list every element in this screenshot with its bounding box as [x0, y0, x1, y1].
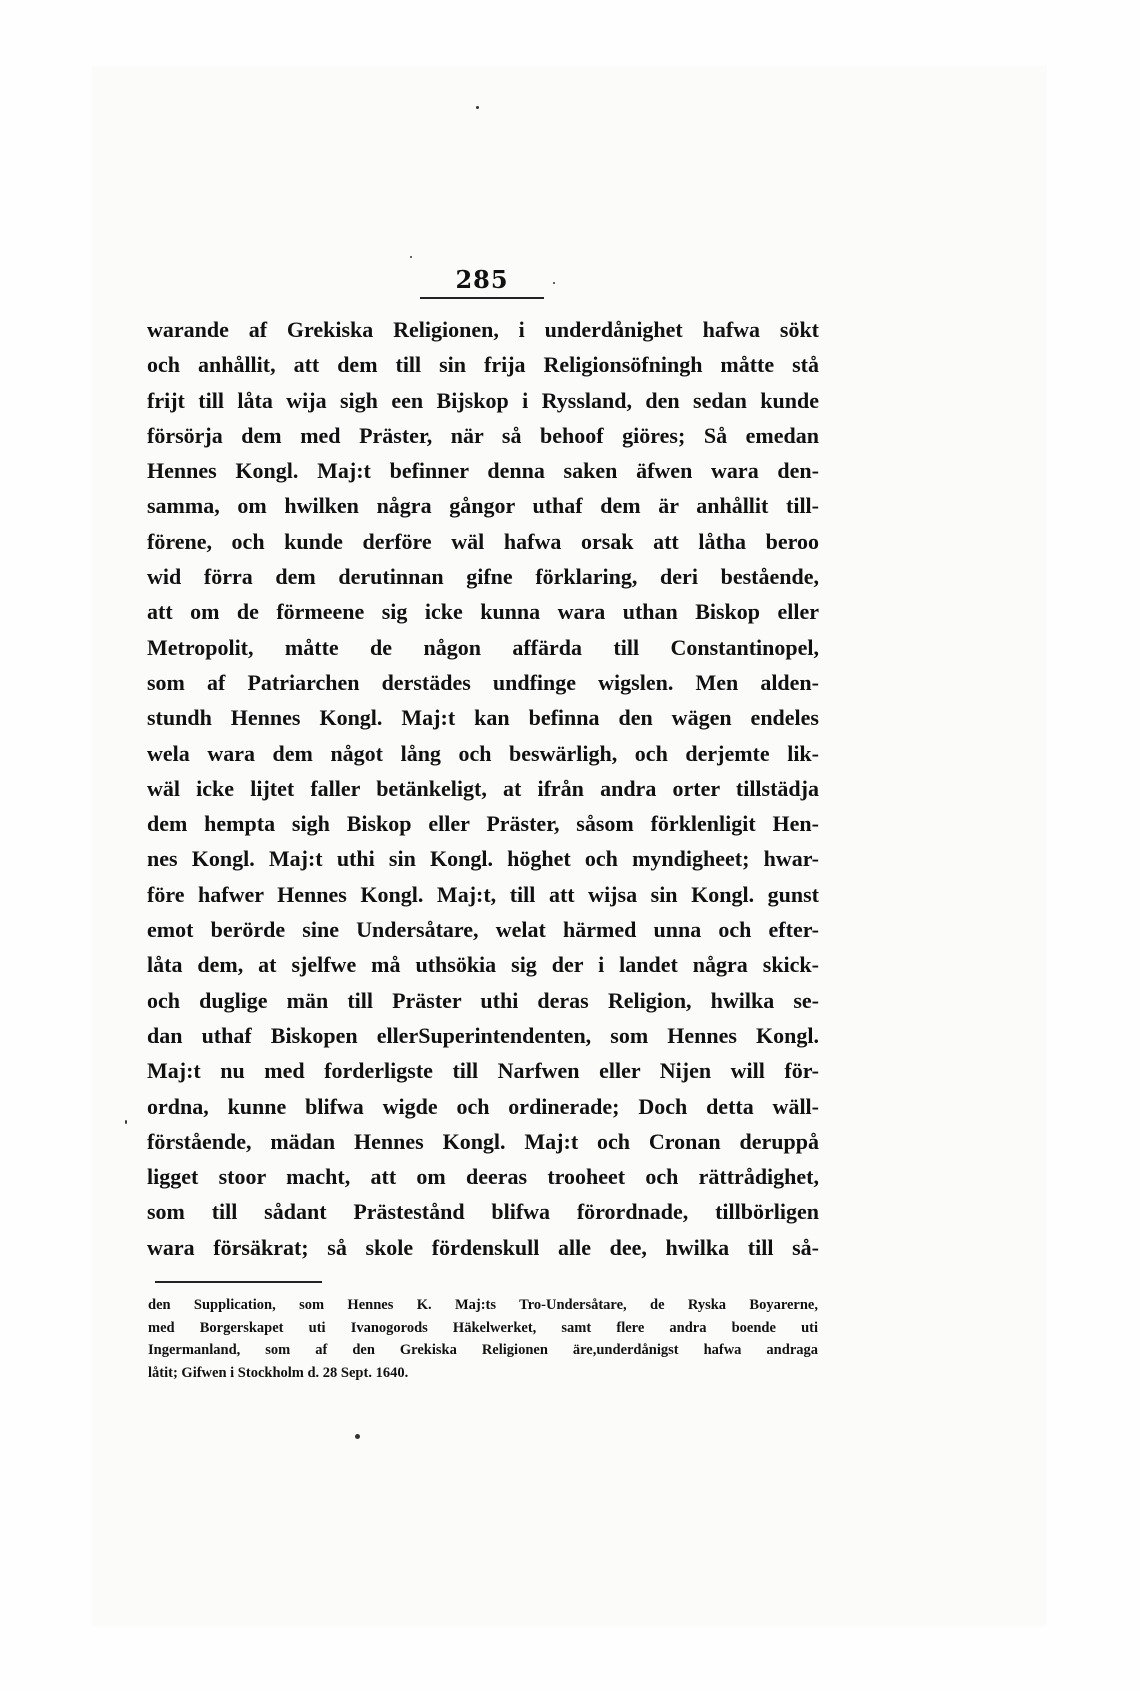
text-line: att om de förmeene sig icke kunna wara uthan Biskop eller — [147, 599, 819, 625]
text-line: försörja dem med Präster, när så behoof giöres; Så emedan — [147, 422, 819, 448]
footnote-line: Ingermanland, som af den Grekiska Religionen äre,underdånigst hafwa andraga — [148, 1342, 818, 1358]
body-text — [147, 312, 819, 1265]
text-line: ligget stoor macht, att om deeras trooheet och rättrådighet, — [147, 1164, 819, 1190]
scan-speck — [125, 1120, 127, 1124]
footnote-line: med Borgerskapet uti Ivanogorods Häkelwerket, samt flere andra boende uti — [148, 1319, 818, 1336]
text-line: som till sådant Prästestånd blifwa förordnade, tillbörligen — [147, 1199, 819, 1225]
scan-speck — [410, 256, 412, 258]
text-line: nes Kongl. Maj:t uthi sin Kongl. höghet och myndigheet; hwar- — [147, 846, 819, 872]
page-number: 285 — [455, 265, 509, 294]
text-line: dem hempta sigh Biskop eller Präster, såsom förklenligit Hen- — [147, 811, 819, 837]
text-line: och anhållit, att dem till sin frija Religionsöfningh måtte stå — [147, 352, 819, 378]
text-line: wara försäkrat; så skole fördenskull alle dee, hwilka till så- — [147, 1234, 819, 1260]
scan-speck — [476, 106, 479, 109]
text-line: emot berörde sine Undersåtare, welat härmed unna och efter- — [147, 917, 819, 943]
footnote — [148, 1294, 818, 1384]
text-line: och duglige män till Präster uthi deras Religion, hwilka se- — [147, 987, 819, 1013]
text-line: ordna, kunne blifwa wigde och ordinerade; Doch detta wäll- — [147, 1093, 819, 1119]
text-line: förene, och kunde derföre wäl hafwa orsak att låtha beroo — [147, 528, 819, 554]
text-line: Hennes Kongl. Maj:t befinner denna saken äfwen wara den- — [147, 458, 819, 484]
text-line: samma, om hwilken några gångor uthaf dem är anhållit till- — [147, 493, 819, 519]
footnote-rule — [155, 1281, 322, 1283]
text-line: Maj:t nu med forderligste till Narfwen eller Nijen will för- — [147, 1058, 819, 1084]
text-line: wäl icke lijtet faller betänkeligt, at ifrån andra orter tillstädja — [147, 775, 819, 801]
text-line: Metropolit, måtte de någon affärda till Constantinopel, — [147, 634, 819, 660]
text-line: dan uthaf Biskopen ellerSuperintendenten, som Hennes Kongl. — [147, 1022, 819, 1048]
scan-speck — [355, 1434, 360, 1439]
text-line: wid förra dem derutinnan gifne förklaring, deri bestående, — [147, 564, 819, 590]
text-line: som af Patriarchen derstädes undfinge wigslen. Men alden- — [147, 669, 819, 695]
text-line: warande af Grekiska Religionen, i underdånighet hafwa sökt — [147, 317, 819, 342]
text-line: låta dem, at sjelfwe må uthsökia sig der i landet några skick- — [147, 952, 819, 978]
text-line: förstående, mädan Hennes Kongl. Maj:t och Cronan deruppå — [147, 1128, 819, 1154]
text-line: före hafwer Hennes Kongl. Maj:t, till att wijsa sin Kongl. gunst — [147, 881, 819, 907]
footnote-line: låtit; Gifwen i Stockholm d. 28 Sept. 1640. — [148, 1364, 409, 1381]
scan-speck — [553, 282, 555, 284]
footnote-line: den Supplication, som Hennes K. Maj:ts Tro-Undersåtare, de Ryska Boyarerne, — [148, 1297, 818, 1313]
text-line: wela wara dem något lång och beswärligh, och derjemte lik- — [147, 740, 819, 766]
text-line: frijt till låta wija sigh een Bijskop i Ryssland, den sedan kunde — [147, 387, 819, 413]
text-line: stundh Hennes Kongl. Maj:t kan befinna den wägen endeles — [147, 705, 819, 731]
header-rule — [420, 297, 544, 299]
